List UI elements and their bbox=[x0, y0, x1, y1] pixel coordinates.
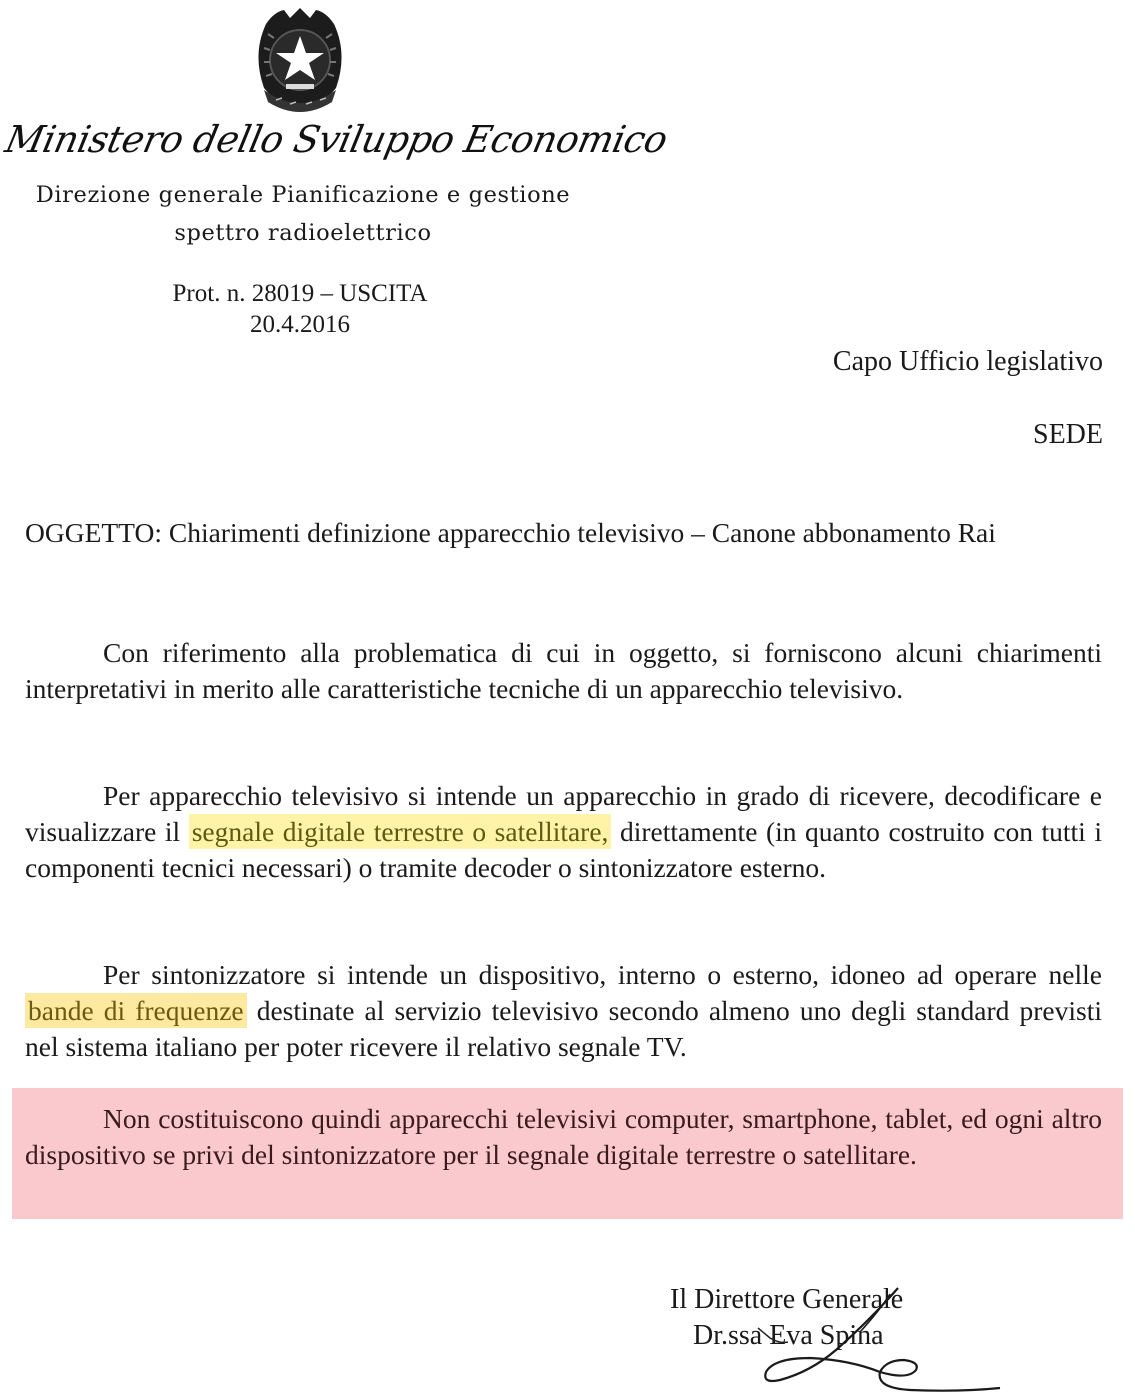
department-line-1: Direzione generale Pianificazione e gestione bbox=[35, 182, 571, 208]
protocol-number: Prot. n. 28019 – USCITA bbox=[172, 280, 428, 307]
subject-line: OGGETTO: Chiarimenti definizione apparecchio televisivo – Canone abbonamento Rai bbox=[25, 517, 996, 548]
recipient-office: Capo Ufficio legislativo bbox=[832, 346, 1103, 377]
handwritten-signature-icon bbox=[740, 1280, 1020, 1395]
paragraph-text-before: Per sintonizzatore si intende un dispositivo, interno o esterno, idoneo ad operare nelle bbox=[103, 959, 1102, 990]
paragraph-text-before: Per apparecchio televisivo si intende un apparecchio in grado di ricevere, decodificare e visualizzare il bbox=[25, 780, 1102, 847]
paragraph-text: Con riferimento alla problematica di cui in oggetto, si forniscono alcuni chiarimenti interpretativi in merito alle caratteristiche tecniche di un apparecchio televisivo. bbox=[25, 637, 1102, 704]
recipient-block bbox=[833, 344, 1103, 453]
ministry-name: Ministero dello Sviluppo Economico bbox=[1, 118, 672, 161]
highlighted-phrase: bande di frequenze bbox=[25, 993, 247, 1028]
paragraph-tv-definition bbox=[25, 778, 1102, 886]
protocol-date: 20.4.2016 bbox=[250, 311, 350, 338]
department-name bbox=[0, 176, 606, 252]
signatory-title: Il Direttore Generale bbox=[670, 1284, 904, 1315]
paragraph-text: Non costituiscono quindi apparecchi televisivi computer, smartphone, tablet, ed ogni altro dispositivo se privi del sintonizzatore per il segnale digitale terrestre o satellitare. bbox=[25, 1103, 1102, 1170]
paragraph-text-after: destinate al servizio televisivo secondo almeno uno degli standard previsti nel sistema italiano per poter ricevere il relativo segnale TV. bbox=[25, 995, 1102, 1062]
department-line-2: spettro radioelettrico bbox=[174, 220, 432, 246]
paragraph-tuner-definition bbox=[25, 957, 1102, 1065]
paragraph-text-after: direttamente (in quanto costruito con tutti i componenti tecnici necessari) o tramite decoder o sintonizzatore esterno. bbox=[25, 816, 1102, 883]
signatory-name: Dr.ssa Eva Spina bbox=[693, 1320, 884, 1351]
protocol-block bbox=[140, 278, 460, 340]
paragraph-intro bbox=[25, 635, 1102, 707]
recipient-location: SEDE bbox=[1033, 419, 1103, 450]
highlighted-phrase: segnale digitale terrestre o satellitare, bbox=[189, 814, 612, 849]
italian-republic-emblem-icon bbox=[246, 4, 354, 116]
paragraph-conclusion bbox=[25, 1101, 1102, 1173]
